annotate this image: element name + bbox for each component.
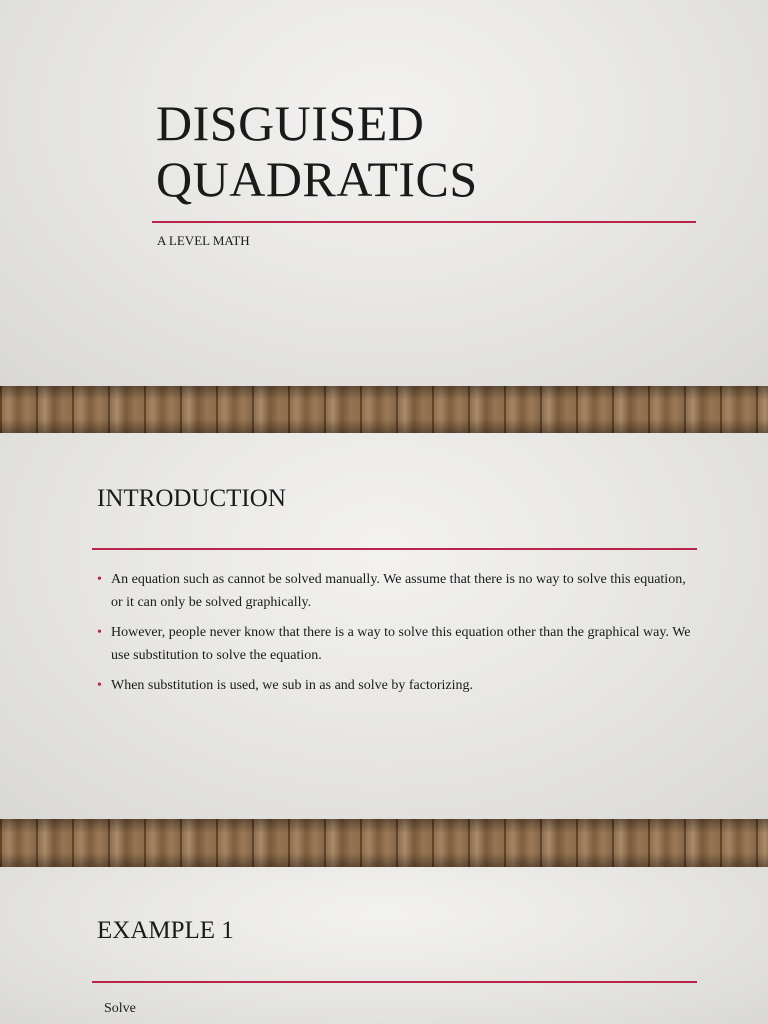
bullet-text: An equation such as cannot be solved manually. We assume that there is no way to solve this equation, or it can only be solved graphically.	[111, 572, 686, 610]
example-body-text: Solve	[104, 1001, 136, 1016]
slide-subtitle: A LEVEL MATH	[157, 233, 250, 248]
slide-title	[156, 95, 478, 207]
heading-divider	[92, 548, 697, 550]
bullet-dot-icon: •	[97, 625, 102, 640]
title-divider	[152, 221, 696, 223]
bullet-item	[96, 621, 696, 667]
bullet-list	[96, 568, 696, 704]
bullet-text: When substitution is used, we sub in as and solve by factorizing.	[111, 678, 473, 693]
bullet-item	[96, 568, 696, 614]
bullet-dot-icon: •	[97, 678, 102, 693]
slide-heading-introduction: INTRODUCTION	[97, 485, 286, 512]
bullet-item	[96, 674, 696, 697]
slide-title-line-2: QUADRATICS	[156, 151, 478, 207]
slide-title-line-1: DISGUISED	[156, 95, 425, 151]
bullet-text: However, people never know that there is a way to solve this equation other than the graphical way. We use substitution to solve the equation.	[111, 625, 691, 663]
wood-floor-divider	[0, 386, 768, 433]
wood-floor-divider	[0, 819, 768, 867]
slide-1	[0, 0, 768, 386]
slide-heading-example-1: EXAMPLE 1	[97, 917, 234, 944]
bullet-dot-icon: •	[97, 572, 102, 587]
heading-divider	[92, 981, 697, 983]
